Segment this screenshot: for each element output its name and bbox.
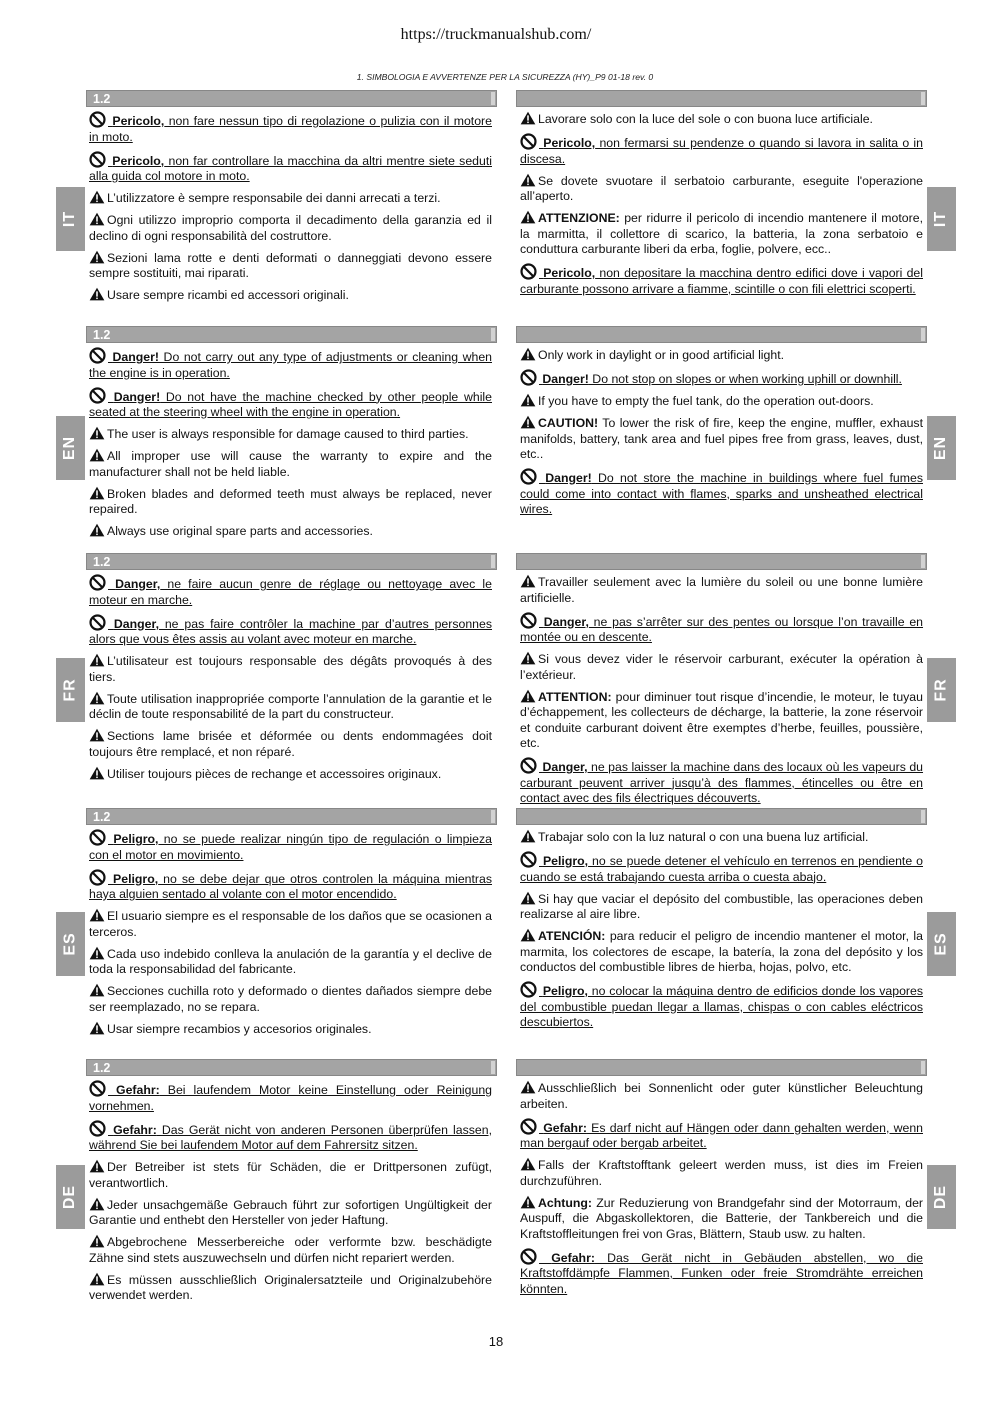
section-number: 1.2 — [93, 555, 111, 569]
prohibition-icon — [89, 154, 108, 168]
warning-icon — [89, 1273, 107, 1287]
section-header-bar-right — [516, 326, 927, 343]
left-column — [89, 1080, 492, 1309]
item-label: Gefahr: — [551, 1250, 595, 1265]
item-text: If you have to empty the fuel tank, do the operation out-doors. — [538, 394, 874, 408]
item-label: Peligro, — [113, 871, 159, 886]
item-text: Das Gerät nicht in Gebäuden abstellen, wo die Kraftstoffdämpfe Flammen, Funken oder freie Stromdrähte erreichen könnten. — [520, 1250, 923, 1296]
safety-item — [520, 1157, 923, 1189]
right-column — [520, 574, 923, 812]
safety-item — [89, 869, 492, 903]
prohibition-icon — [89, 617, 108, 631]
warning-icon — [89, 1198, 107, 1212]
warning-icon — [520, 416, 538, 430]
safety-item — [89, 448, 492, 480]
warning-icon — [89, 449, 107, 463]
prohibition-icon — [89, 114, 108, 128]
safety-item — [520, 1080, 923, 1112]
item-label: CAUTION! — [538, 416, 599, 430]
section-header-bar-right — [516, 808, 927, 825]
item-text: Zur Reduzierung von Brandgefahr sind der Motorraum, der Auspuff, die Abgaskollektoren, die Batterie, der Tankbereich und die Kraftstoffleitungen frei von Gras, Blättern, Staub usw. zu halten. — [520, 1195, 923, 1241]
language-tab-right: ES — [927, 912, 956, 976]
warning-icon — [89, 288, 107, 302]
safety-item — [520, 689, 923, 752]
item-label: Peligro, — [113, 832, 159, 846]
safety-item — [89, 250, 492, 282]
warning-icon — [520, 929, 538, 943]
item-label: Gefahr: — [116, 1083, 160, 1097]
item-text: ne faire aucun genre de réglage ou nettoyage avec le moteur en marche. — [89, 577, 492, 607]
warning-icon — [520, 575, 538, 589]
item-text: Toute utilisation inappropriée comporte l’annulation de la garantie et le déclin de toute responsabilité de la part du constructeur. — [89, 691, 492, 721]
item-label: Danger! — [113, 389, 161, 404]
item-text: non fermarsi su pendenze o quando si lavora in salita o in discesa. — [520, 136, 923, 166]
item-text: non depositare la macchina dentro edifici dove i vapori del carburante possono arrivare a fiamme, scintille o con fili elettrici scoperti. — [520, 266, 923, 296]
item-text: Broken blades and deformed teeth must always be replaced, never repaired. — [89, 486, 492, 516]
safety-item — [520, 133, 923, 167]
item-text: Do not have the machine checked by other people while seated at the steering wheel with the engine in operation. — [89, 389, 492, 419]
warning-icon — [520, 690, 538, 704]
item-label: Peligro, — [542, 984, 588, 998]
item-text: Abgebrochene Messerbereiche oder verformte bzw. beschädigte Zähne sind stets auszuwechseln und dürfen nicht repariert werden. — [89, 1235, 492, 1265]
warning-icon — [89, 947, 107, 961]
warning-icon — [89, 191, 107, 205]
prohibition-icon — [89, 1123, 108, 1137]
item-text: To lower the risk of fire, keep the engine, muffler, exhaust manifolds, battery, tank area and fuel pipes free from grass, leaves, dust, etc.. — [520, 416, 923, 461]
safety-item — [89, 190, 492, 207]
warning-icon — [89, 909, 107, 923]
item-text: Sections lame brisée et déformée ou dents endommagées doit toujours être remplacé, et non réparé. — [89, 729, 492, 759]
safety-item — [89, 212, 492, 244]
section-number: 1.2 — [93, 1061, 111, 1075]
section-header-bar-right — [516, 553, 927, 570]
safety-item — [520, 612, 923, 646]
left-column — [89, 111, 492, 309]
item-label: Pericolo, — [543, 266, 596, 280]
safety-item — [520, 111, 923, 128]
prohibition-icon — [89, 390, 108, 404]
item-text: per ridurre il pericolo di incendio mantenere il motore, la marmitta, il collettore di scarico, la batteria, la zona serbatoio e conduttura carburante liberi da erba, foglie, polvere, ecc.. — [520, 211, 923, 256]
language-tab-left: IT — [56, 187, 85, 251]
safety-item — [89, 1120, 492, 1154]
safety-item — [520, 369, 923, 388]
item-text: Usar siempre recambios y accesorios originales. — [107, 1021, 372, 1036]
warning-icon — [89, 984, 107, 998]
safety-item — [89, 691, 492, 723]
section-header-bar-right — [516, 90, 927, 107]
warning-icon — [89, 524, 107, 538]
item-text: Der Betreiber ist stets für Schäden, die er Drittpersonen zufügt, verantwortlich. — [89, 1160, 492, 1190]
section-header-bar — [86, 326, 497, 343]
item-label: Danger, — [115, 577, 161, 591]
item-text: ne pas laisser la machine dans des locaux où les vapeurs du carburant peuvent arriver jusqu’à des flammes, étincelles ou être en contact avec des fils électriques découverts. — [520, 760, 924, 805]
safety-item — [520, 928, 923, 976]
warning-icon — [520, 112, 538, 126]
prohibition-icon — [89, 577, 108, 591]
safety-item — [520, 173, 923, 205]
item-label: Danger, — [543, 614, 589, 629]
prohibition-icon — [520, 760, 539, 774]
item-text: non fare nessun tipo di regolazione o pulizia con il motore in moto. — [89, 114, 492, 144]
language-tab-right: EN — [927, 416, 956, 480]
language-tab-right: IT — [927, 187, 956, 251]
warning-icon — [89, 767, 107, 781]
left-column — [89, 347, 492, 545]
item-text: ne pas s’arrêter sur des pentes ou lorsque l’on travaille en montée ou en descente. — [520, 614, 924, 644]
safety-item — [89, 426, 492, 443]
safety-item — [520, 263, 923, 297]
language-tab-left: FR — [56, 658, 85, 722]
item-text: Das Gerät nicht von anderen Personen überprüfen lassen, während Sie bei laufendem Motor auf dem Fahrersitz sitzen. — [89, 1122, 492, 1152]
warning-icon — [89, 427, 107, 441]
prohibition-icon — [520, 1121, 539, 1135]
item-label: Achtung: — [538, 1195, 592, 1210]
warning-icon — [89, 213, 107, 227]
safety-item — [89, 653, 492, 685]
item-text: no se puede realizar ningún tipo de regulación o limpieza con el motor en movimiento. — [89, 832, 492, 862]
item-text: The user is always responsible for damage caused to third parties. — [107, 427, 469, 441]
item-text: Jeder unsachgemäße Gebrauch führt zur sofortigen Ungültigkeit der Garantie und enthebt den Hersteller von jeder Haftung. — [89, 1197, 492, 1227]
safety-item — [89, 387, 492, 421]
warning-icon — [520, 1081, 538, 1095]
item-label: Pericolo, — [112, 114, 165, 128]
section-number: 1.2 — [93, 92, 111, 106]
item-text: L’utilisateur est toujours responsable des dégâts provoqués à des tiers. — [89, 654, 492, 684]
item-label: ATTENZIONE: — [538, 211, 620, 225]
safety-item — [89, 1021, 492, 1038]
warning-icon — [89, 692, 107, 706]
safety-item — [520, 757, 923, 807]
page-number: 18 — [488, 1334, 504, 1349]
warning-icon — [89, 1160, 107, 1174]
language-tab-left: ES — [56, 912, 85, 976]
language-tab-right: DE — [927, 1165, 956, 1229]
document-reference: 1. SIMBOLOGIA E AVVERTENZE PER LA SICUREZZA (HY)_P9 01-18 rev. 0 — [356, 72, 654, 82]
item-text: Ausschließlich bei Sonnenlicht oder guter künstlicher Beleuchtung arbeiten. — [520, 1081, 923, 1111]
safety-item — [89, 1159, 492, 1191]
warning-icon — [520, 348, 538, 362]
item-text: Se dovete svuotare il serbatoio carburante, eseguite l'operazione all’aperto. — [520, 173, 923, 203]
item-text: Es darf nicht auf Hängen oder dann gehalten werden, wenn man bergauf oder bergab arbeitet. — [520, 1120, 923, 1150]
section-number: 1.2 — [93, 810, 111, 824]
item-text: Do not store the machine in buildings where fuel fumes could come into contact with flames, sparks and unsheathed electrical wires. — [520, 471, 923, 516]
warning-icon — [89, 654, 107, 668]
safety-item — [520, 347, 923, 364]
safety-item — [89, 829, 492, 863]
right-column — [520, 111, 923, 303]
safety-item — [520, 1248, 923, 1298]
safety-item — [520, 981, 923, 1031]
item-label: Pericolo, — [112, 153, 165, 168]
safety-item — [520, 851, 923, 885]
safety-item — [520, 1195, 923, 1243]
warning-icon — [89, 487, 107, 501]
safety-item — [520, 829, 923, 846]
left-column — [89, 829, 492, 1043]
warning-icon — [520, 211, 538, 225]
item-text: El usuario siempre es el responsable de los daños que se ocasionen a terceros. — [89, 909, 492, 939]
item-text: Trabajar solo con la luz natural o con una buena luz artificial. — [538, 830, 869, 844]
prohibition-icon — [520, 984, 539, 998]
safety-item — [520, 891, 923, 923]
safety-item — [520, 210, 923, 258]
item-text: Bei laufendem Motor keine Einstellung oder Reinigung vornehmen. — [89, 1083, 492, 1113]
warning-icon — [89, 1022, 107, 1036]
item-text: no se puede detener el vehículo en terrenos en pendiente o cuando se está trabajando cuesta arriba o cuesta abajo. — [520, 854, 923, 884]
item-text: non far controllare la macchina da altri mentre siete seduti alla guida col motore in moto. — [89, 153, 492, 183]
section-header-bar — [86, 90, 497, 107]
section-header-bar — [86, 808, 497, 825]
item-text: para reducir el peligro de incendio mantener el motor, la marmita, los colectores de escape, la batería, la zona del depósito y los conductos del combustible libres de hierba, hojas, polvo, etc. — [520, 929, 923, 974]
site-url[interactable]: https://truckmanualshub.com/ — [400, 26, 592, 43]
item-text: Cada uso indebido conlleva la anulación de la garantía y el declive de toda la responsabilidad del fabricante. — [89, 946, 492, 976]
prohibition-icon — [520, 372, 539, 386]
section-header-bar-right — [516, 1059, 927, 1076]
safety-item — [89, 614, 492, 648]
item-text: no se debe dejar que otros controlen la máquina mientras haya alguien sentado al volante con el motor encendido. — [89, 871, 492, 901]
item-label: Gefahr: — [113, 1122, 157, 1137]
safety-item — [520, 393, 923, 410]
language-tab-right: FR — [927, 658, 956, 722]
item-text: Only work in daylight or in good artificial light. — [538, 348, 785, 362]
safety-item — [89, 347, 492, 381]
warning-icon — [520, 830, 538, 844]
safety-item — [89, 287, 492, 304]
item-text: All improper use will cause the warranty to expire and the manufacturer shall not be held liable. — [89, 449, 492, 479]
prohibition-icon — [89, 1083, 108, 1097]
prohibition-icon — [89, 832, 108, 846]
prohibition-icon — [520, 1251, 539, 1265]
safety-item — [89, 574, 492, 608]
safety-item — [89, 983, 492, 1015]
safety-item — [89, 766, 492, 783]
warning-icon — [520, 652, 538, 666]
safety-item — [520, 574, 923, 606]
item-text: Si hay que vaciar el depósito del combustible, las operaciones deben realizarse al aire libre. — [520, 891, 923, 921]
item-text: ne pas faire contrôler la machine par d’autres personnes alors que vous êtes assis au volant avec moteur en marche. — [89, 616, 493, 646]
prohibition-icon — [89, 872, 108, 886]
item-text: Lavorare solo con la luce del sole o con buona luce artificiale. — [538, 112, 873, 126]
item-text: pour diminuer tout risque d’incendie, le moteur, le tuyau d’échappement, les collecteurs de décharge, la batterie, la zone réservoir et conduite carburant doivent être exemptes d’herbe, feuilles, poussière, etc. — [520, 689, 923, 750]
safety-item — [89, 523, 492, 540]
item-text: Usare sempre ricambi ed accessori originali. — [107, 288, 349, 302]
item-text: L’utilizzatore è sempre responsabile dei danni arrecati a terzi. — [107, 191, 441, 205]
item-text: Do not stop on slopes or when working uphill or downhill. — [588, 372, 902, 386]
item-label: Danger! — [542, 372, 589, 386]
language-tab-left: EN — [56, 416, 85, 480]
safety-item — [520, 1118, 923, 1152]
safety-item — [89, 486, 492, 518]
safety-item — [89, 1234, 492, 1266]
language-tab-left: DE — [56, 1165, 85, 1229]
warning-icon — [89, 1235, 107, 1249]
warning-icon — [520, 1158, 538, 1172]
safety-item — [89, 111, 492, 145]
warning-icon — [520, 174, 538, 188]
warning-icon — [520, 1196, 538, 1210]
item-label: Danger! — [112, 350, 160, 364]
right-column — [520, 829, 923, 1036]
item-label: ATTENTION: — [538, 689, 612, 704]
warning-icon — [520, 892, 538, 906]
prohibition-icon — [520, 136, 539, 150]
item-label: Danger! — [545, 471, 592, 485]
warning-icon — [520, 394, 538, 408]
section-header-bar — [86, 553, 497, 570]
section-number: 1.2 — [93, 328, 111, 342]
prohibition-icon — [520, 854, 539, 868]
item-text: Always use original spare parts and accessories. — [107, 524, 373, 538]
prohibition-icon — [520, 615, 539, 629]
safety-item — [520, 651, 923, 683]
safety-item — [89, 1272, 492, 1304]
safety-item — [89, 946, 492, 978]
safety-item — [89, 1080, 492, 1114]
prohibition-icon — [520, 266, 539, 280]
safety-item — [520, 468, 923, 518]
item-text: Utiliser toujours pièces de rechange et accessoires originaux. — [107, 766, 442, 781]
item-text: Do not carry out any type of adjustments or cleaning when the engine is in operation. — [89, 350, 492, 380]
item-text: Ogni utilizzo improprio comporta il decadimento della garanzia ed il declino di ogni responsabilità del costruttore. — [89, 213, 492, 243]
warning-icon — [89, 729, 107, 743]
safety-item — [89, 151, 492, 185]
item-label: Peligro, — [542, 854, 589, 868]
safety-item — [89, 1197, 492, 1229]
item-text: Sezioni lama rotte e denti deformati o danneggiati devono essere sempre sostituiti, mai riparati. — [89, 250, 492, 280]
item-text: Es müssen ausschließlich Originalersatzteile und Originalzubehöre verwendet werden. — [89, 1272, 492, 1302]
item-label: ATENCIÓN: — [538, 929, 606, 943]
item-label: Pericolo, — [543, 136, 596, 150]
safety-item — [89, 908, 492, 940]
item-text: no colocar la máquina dentro de edificios donde los vapores del combustible puedan llegar a llamas, chispas o con cables eléctricos descubiertos. — [520, 984, 924, 1029]
right-column — [520, 347, 923, 523]
warning-icon — [89, 251, 107, 265]
prohibition-icon — [520, 471, 539, 485]
item-label: Danger, — [542, 760, 588, 774]
safety-item — [89, 728, 492, 760]
item-label: Danger, — [113, 616, 159, 631]
left-column — [89, 574, 492, 788]
safety-item — [520, 415, 923, 463]
item-text: Secciones cuchilla roto y deformado o dientes dañados siempre debe ser reemplazado, no se repara. — [89, 984, 492, 1014]
item-text: Falls der Kraftstofftank geleert werden muss, ist dies im Freien durchzuführen. — [520, 1158, 923, 1188]
prohibition-icon — [89, 350, 108, 364]
item-label: Gefahr: — [543, 1120, 587, 1135]
item-text: Si vous devez vider le réservoir carburant, exécuter la opération à l’extérieur. — [520, 652, 923, 682]
right-column — [520, 1080, 923, 1303]
item-text: Travailler seulement avec la lumière du soleil ou une bonne lumière artificielle. — [520, 575, 923, 605]
section-header-bar — [86, 1059, 497, 1076]
